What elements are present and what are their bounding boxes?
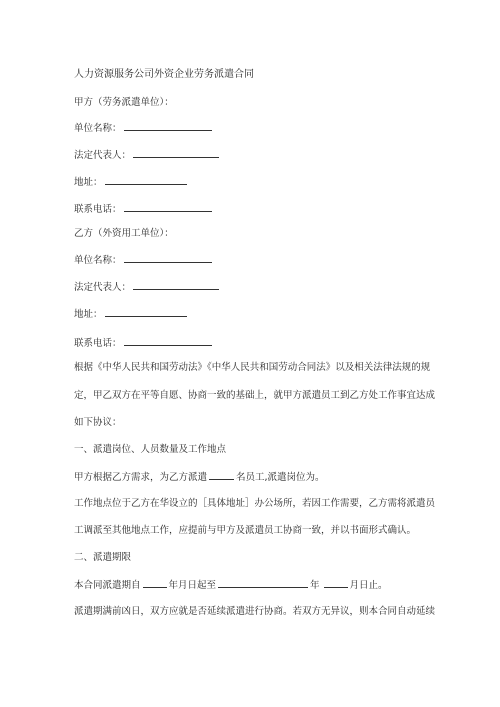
- party-a-phone-label: 联系电话：: [74, 204, 122, 215]
- party-a-rep-label: 法定代表人：: [74, 150, 132, 161]
- section-1-heading: 一、派遣岗位、人员数量及工作地点: [74, 444, 227, 455]
- section-1-p1-start: 甲方根据乙方需求，为乙方派遣: [74, 472, 208, 483]
- party-a-name-blank: [124, 121, 212, 131]
- party-b-name-row: [74, 253, 212, 267]
- party-b-phone-row: [74, 336, 212, 350]
- section-2-p1-year: 年: [310, 580, 320, 591]
- section-2-p2-line-1: 派遣期满前凶日，双方应就是否延续派遣进行协商。若双方无异议，则本合同自动延续: [74, 606, 436, 617]
- party-a-address-blank: [105, 175, 187, 185]
- party-a-address-row: [74, 175, 187, 189]
- party-a-address-label: 地址：: [74, 177, 103, 188]
- party-b-rep-label: 法定代表人：: [74, 282, 132, 293]
- party-a-rep-row: [74, 148, 219, 162]
- party-a-heading: 甲方（劳务派遣单位）：: [74, 97, 174, 108]
- party-b-address-row: [74, 307, 187, 321]
- section-1-p2-line-1: 工作地点位于乙方在华设立的［具体地址］办公场所，若因工作需要，乙方需将派遣员: [74, 498, 436, 509]
- party-b-heading: 乙方（外资用工单位）：: [74, 228, 174, 239]
- party-a-rep-blank: [133, 148, 219, 158]
- end-year-blank: [324, 578, 348, 588]
- section-2-heading: 二、派遣期限: [74, 552, 132, 563]
- preamble-line-3: 如下协议：: [74, 417, 122, 428]
- section-2-p1-mid: 年月日起至: [168, 580, 217, 591]
- party-b-rep-row: [74, 280, 219, 294]
- party-b-address-label: 地址：: [74, 309, 103, 320]
- party-a-phone-row: [74, 202, 212, 216]
- party-b-address-blank: [105, 307, 187, 317]
- preamble-line-1: 根据《中华人民共和国劳动法》《中华人民共和国劳动合同法》以及相关法律法规的规: [74, 362, 431, 373]
- section-2-p1: [74, 578, 388, 592]
- party-a-name-row: [74, 121, 212, 135]
- party-b-phone-blank: [124, 336, 212, 346]
- section-1-p1: [74, 470, 325, 484]
- party-a-phone-blank: [124, 202, 212, 212]
- section-2-p1-end: 月日止。: [349, 580, 388, 591]
- staff-count-blank: [209, 470, 234, 480]
- document-title: 人力资源服务公司外资企业劳务派遣合同: [74, 69, 254, 80]
- party-b-name-label: 单位名称：: [74, 255, 122, 266]
- section-1-p2-line-2: 工调派至其他地点工作，应提前与甲方及派遣员工协商一致，并以书面形式确认。: [74, 525, 417, 536]
- preamble-line-2: 定，甲乙双方在平等自愿、协商一致的基础上，就甲方派遣员工到乙方处工作事宜达成: [74, 390, 436, 401]
- party-a-name-label: 单位名称：: [74, 123, 122, 134]
- end-date-blank: [218, 578, 308, 588]
- party-b-rep-blank: [133, 280, 219, 290]
- section-2-p1-start: 本合同派遣期自: [74, 580, 141, 591]
- start-year-blank: [143, 578, 167, 588]
- party-b-phone-label: 联系电话：: [74, 338, 122, 349]
- party-b-name-blank: [124, 253, 212, 263]
- section-1-p1-end: 名员工,派遣岗位为。: [236, 472, 325, 483]
